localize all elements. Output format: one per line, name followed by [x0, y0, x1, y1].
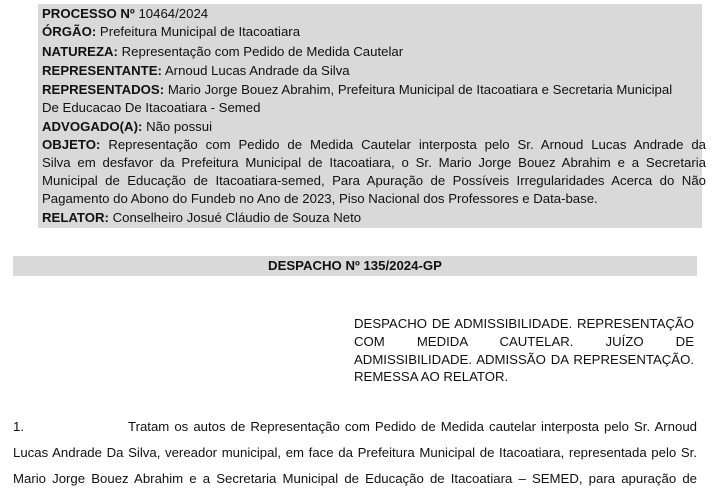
relator-label: RELATOR	[42, 210, 105, 225]
advogado-line: ADVOGADO(A): Não possui	[42, 119, 213, 134]
objeto-row-3: Municipal de Educação de Itacoatiara-semed, Para Apuração de Possíveis Irregularidades Acerca do Não	[42, 173, 706, 188]
ementa-line-3: ADMISSIBILIDADE. ADMISSÃO DA REPRESENTAÇÃO.	[354, 351, 694, 367]
natureza-value: Representação com Pedido de Medida Cautelar	[121, 44, 404, 59]
objeto-block	[42, 136, 706, 208]
orgao-line: ÓRGÃO: Prefeitura Municipal de Itacoatiara	[42, 24, 301, 39]
body-line-1	[13, 414, 697, 440]
representados-value-1: Mario Jorge Bouez Abrahim, Prefeitura Municipal de Itacoatiara e Secretaria Municipal	[167, 82, 673, 97]
representados-value-2: De Educacao De Itacoatiara - Semed	[42, 100, 261, 115]
advogado-label: ADVOGADO(A)	[42, 119, 138, 134]
body-line-1-text: Tratam os autos de Representação com Pedido de Medida cautelar interposta pelo Sr. Arnoud	[128, 419, 697, 434]
despacho-title-bar	[13, 256, 697, 276]
orgao-label: ÓRGÃO	[42, 24, 92, 39]
body-paragraph	[13, 414, 697, 492]
objeto-row-2: Silva em desfavor da Prefeitura Municipal de Itacoatiara, o Sr. Mario Jorge Bouez Abrahim e a Secretaria	[42, 155, 706, 170]
processo-line	[42, 5, 208, 23]
representante-line: REPRESENTANTE: Arnoud Lucas Andrade da Silva	[42, 63, 350, 78]
despacho-title: DESPACHO Nº 135/2024-GP	[268, 258, 442, 273]
process-info-box	[38, 4, 707, 228]
body-line-2: Lucas Andrade Da Silva, vereador municipal, em face da Prefeitura Municipal de Itacoatiara, representada pelo Sr.	[13, 445, 697, 460]
objeto-row-1: OBJETO: Representação com Pedido de Medida Cautelar interposta pelo Sr. Arnoud Lucas Andrade da	[42, 137, 707, 152]
orgao-value: Prefeitura Municipal de Itacoatiara	[99, 24, 301, 39]
natureza-line: NATUREZA: Representação com Pedido de Medida Cautelar	[42, 44, 404, 59]
advogado-value: Não possui	[146, 119, 213, 134]
representados-line: REPRESENTADOS: Mario Jorge Bouez Abrahim, Prefeitura Municipal de Itacoatiara e Secretaria Municipal	[42, 82, 673, 97]
processo-value: 10464/2024	[138, 6, 209, 21]
relator-value: Conselheiro Josué Cláudio de Souza Neto	[112, 210, 362, 225]
ementa-line-1: DESPACHO DE ADMISSIBILIDADE. REPRESENTAÇÃO	[354, 316, 694, 331]
representante-label: REPRESENTANTE	[42, 63, 158, 78]
paragraph-number: 1.	[13, 419, 24, 434]
representados-label: REPRESENTADOS	[42, 82, 160, 97]
relator-line: RELATOR: Conselheiro Josué Cláudio de Souza Neto	[42, 210, 362, 225]
representados-line-2	[42, 99, 260, 117]
processo-label: PROCESSO Nº	[42, 6, 135, 21]
objeto-row-4: Pagamento do Abono do Fundeb no Ano de 2023, Piso Nacional dos Professores e Data-base.	[42, 191, 598, 206]
natureza-label: NATUREZA	[42, 44, 114, 59]
ementa-line-4: REMESSA AO RELATOR.	[354, 369, 509, 385]
objeto-value-1: Representação com Pedido de Medida Cautelar interposta pelo Sr. Arnoud Lucas Andrade da	[108, 137, 707, 152]
representante-value: Arnoud Lucas Andrade da Silva	[164, 63, 350, 78]
ementa-block	[354, 315, 694, 386]
ementa-line-2: COM MEDIDA CAUTELAR. JUÍZO DE	[354, 333, 694, 349]
objeto-label: OBJETO	[42, 137, 96, 152]
body-line-3: Mario Jorge Bouez Abrahim e a Secretaria Municipal de Educação de Itacoatiara – SEMED, para apuração de	[13, 471, 697, 486]
